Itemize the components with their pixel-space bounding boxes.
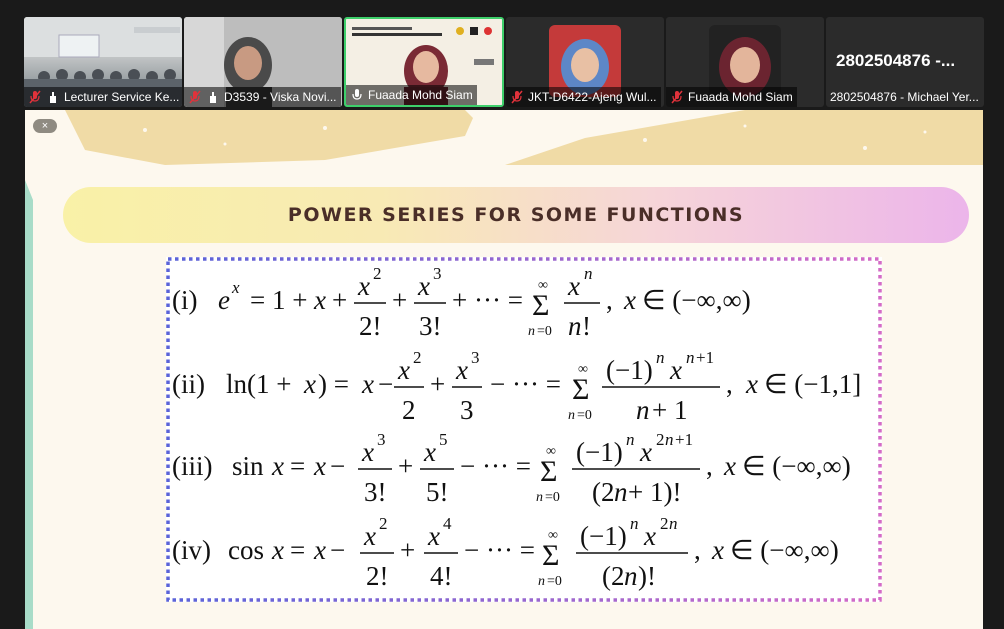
participant-name-bar (826, 87, 983, 107)
svg-text:n: n (686, 348, 695, 367)
svg-text:(ii): (ii) (172, 369, 205, 399)
svg-text:ln(1 +: ln(1 + (226, 369, 292, 399)
svg-text:2: 2 (379, 514, 388, 533)
svg-text:(−1): (−1) (606, 355, 653, 385)
svg-text:(iv): (iv) (172, 535, 211, 565)
svg-text:n: n (656, 348, 665, 367)
svg-text:x: x (640, 437, 652, 467)
svg-text:x: x (624, 285, 636, 315)
svg-text:Σ: Σ (532, 289, 550, 322)
svg-text:+: + (400, 535, 416, 565)
participant-name: D3539 - Viska Novi... (224, 90, 337, 104)
svg-text:=: = (290, 451, 306, 481)
svg-text:x: x (358, 271, 370, 301)
participant-tile[interactable] (184, 17, 342, 107)
svg-text:∞: ∞ (538, 278, 548, 293)
participant-name-bar (666, 87, 797, 107)
svg-text:n: n (626, 430, 635, 449)
svg-text:) =: ) = (318, 369, 349, 399)
hand-icon (206, 90, 220, 104)
svg-text:x: x (304, 369, 316, 399)
svg-text:)!: )! (638, 561, 656, 591)
svg-text:x: x (644, 521, 656, 551)
svg-text:cos: cos (228, 535, 264, 565)
svg-text:+ ··· =: + ··· = (452, 285, 523, 315)
svg-text:(−1): (−1) (580, 521, 627, 551)
svg-text:2: 2 (373, 264, 382, 283)
svg-text:x: x (314, 285, 326, 315)
svg-text:+: + (332, 285, 348, 315)
svg-text:5!: 5! (426, 477, 449, 507)
svg-text:2!: 2! (359, 311, 382, 341)
svg-text:x: x (456, 355, 468, 385)
participant-name: Lecturer Service Ke... (64, 90, 180, 104)
svg-text:n: n (528, 324, 535, 339)
participant-name: Fuaada Mohd Siam (688, 90, 793, 104)
svg-text:x: x (568, 271, 580, 301)
svg-text:− ··· =: − ··· = (464, 535, 535, 565)
svg-text:Σ: Σ (572, 373, 590, 406)
participant-tile-active[interactable] (344, 17, 504, 107)
formula-iv (172, 514, 839, 591)
shared-screen (25, 110, 983, 629)
svg-text:Σ: Σ (540, 455, 558, 488)
svg-text:∞: ∞ (578, 362, 588, 377)
participant-name-bar (506, 87, 661, 107)
svg-text:n: n (538, 574, 545, 589)
svg-text:5: 5 (439, 430, 448, 449)
svg-text:+: + (430, 369, 446, 399)
svg-text:n: n (636, 395, 650, 425)
svg-text:,: , (606, 285, 613, 315)
svg-text:n: n (624, 561, 638, 591)
participant-tile[interactable] (506, 17, 664, 107)
svg-text:+1: +1 (675, 430, 694, 449)
svg-text:+: + (392, 285, 408, 315)
svg-text:x: x (314, 535, 326, 565)
svg-text:− ··· =: − ··· = (460, 451, 531, 481)
svg-text:4: 4 (443, 514, 452, 533)
close-share-button[interactable]: × (33, 119, 57, 133)
participant-name-bar (24, 87, 182, 107)
svg-text:=0: =0 (577, 408, 592, 423)
mic-icon (350, 88, 364, 102)
mic-muted-icon (188, 90, 202, 104)
participant-display-name: 2802504876 -... (836, 51, 956, 70)
svg-text:n: n (568, 311, 582, 341)
svg-text:n: n (584, 264, 593, 283)
slide-title: POWER SERIES FOR SOME FUNCTIONS (287, 204, 745, 226)
svg-text:3: 3 (460, 395, 474, 425)
hand-icon (46, 90, 60, 104)
participant-name: JKT-D6422-Ajeng Wul... (528, 90, 657, 104)
formula-set (166, 257, 882, 602)
mic-muted-icon (510, 90, 524, 104)
svg-text:n: n (568, 408, 575, 423)
svg-text:x: x (746, 369, 758, 399)
formula-i (172, 264, 751, 341)
formula-panel (166, 257, 882, 602)
svg-text:x: x (272, 535, 284, 565)
svg-text:∞: ∞ (546, 444, 556, 459)
participant-name: Fuaada Mohd Siam (368, 88, 473, 102)
svg-text:e: e (218, 285, 230, 315)
svg-text:∞: ∞ (548, 528, 558, 543)
svg-text:2: 2 (656, 430, 665, 449)
mic-muted-icon (28, 90, 42, 104)
slide-title-banner (63, 187, 969, 243)
svg-text:∈ (−1,1]: ∈ (−1,1] (764, 369, 862, 399)
participant-tile[interactable] (24, 17, 182, 107)
svg-text:∈ (−∞,∞): ∈ (−∞,∞) (742, 451, 851, 481)
svg-text:x: x (724, 451, 736, 481)
svg-text:x: x (364, 521, 376, 551)
svg-text:2: 2 (413, 348, 422, 367)
svg-text:,: , (706, 451, 713, 481)
svg-text:=0: =0 (545, 490, 560, 505)
svg-text:x: x (428, 521, 440, 551)
svg-text:=0: =0 (537, 324, 552, 339)
svg-text:,: , (694, 535, 701, 565)
svg-text:+1: +1 (696, 348, 715, 367)
svg-text:x: x (362, 369, 374, 399)
svg-text:x: x (670, 355, 682, 385)
svg-text:(2: (2 (592, 477, 615, 507)
svg-text:x: x (418, 271, 430, 301)
svg-text:−: − (330, 451, 346, 481)
svg-text:Σ: Σ (542, 539, 560, 572)
svg-text:− ··· =: − ··· = (490, 369, 561, 399)
participant-name: 2802504876 - Michael Yer... (830, 90, 979, 104)
svg-text:(−1): (−1) (576, 437, 623, 467)
svg-text:x: x (712, 535, 724, 565)
svg-text:(i): (i) (172, 285, 198, 315)
svg-text:−: − (378, 369, 394, 399)
svg-text:3!: 3! (364, 477, 387, 507)
svg-text:sin: sin (232, 451, 264, 481)
formula-ii (172, 348, 861, 425)
svg-text:+: + (398, 451, 414, 481)
svg-text:,: , (726, 369, 733, 399)
mic-muted-icon (670, 90, 684, 104)
svg-text:x: x (398, 355, 410, 385)
svg-text:+ 1: + 1 (652, 395, 688, 425)
svg-text:x: x (424, 437, 436, 467)
svg-text:2: 2 (402, 395, 416, 425)
participant-name-bar (346, 85, 477, 105)
svg-text:−: − (330, 535, 346, 565)
svg-text:n: n (665, 430, 674, 449)
participant-strip (0, 0, 1004, 112)
svg-text:=0: =0 (547, 574, 562, 589)
svg-text:2!: 2! (366, 561, 389, 591)
svg-text:3!: 3! (419, 311, 442, 341)
svg-text:4!: 4! (430, 561, 453, 591)
svg-text:x: x (314, 451, 326, 481)
svg-text:(2: (2 (602, 561, 625, 591)
participant-tile[interactable] (826, 17, 984, 107)
svg-text:x: x (362, 437, 374, 467)
formula-iii (172, 430, 851, 507)
svg-text:+ 1)!: + 1)! (628, 477, 682, 507)
svg-text:3: 3 (433, 264, 442, 283)
svg-text:(iii): (iii) (172, 451, 213, 481)
svg-text:=: = (290, 535, 306, 565)
svg-text:∈ (−∞,∞): ∈ (−∞,∞) (730, 535, 839, 565)
participant-name-bar (184, 87, 341, 107)
svg-text:n: n (536, 490, 543, 505)
svg-text:n: n (614, 477, 628, 507)
svg-text:!: ! (582, 311, 591, 341)
svg-text:= 1 +: = 1 + (250, 285, 308, 315)
svg-text:n: n (630, 514, 639, 533)
svg-text:3: 3 (471, 348, 480, 367)
svg-text:∈ (−∞,∞): ∈ (−∞,∞) (642, 285, 751, 315)
svg-text:2: 2 (660, 514, 669, 533)
svg-text:n: n (669, 514, 678, 533)
svg-text:x: x (232, 278, 240, 297)
svg-text:3: 3 (377, 430, 386, 449)
participant-tile[interactable] (666, 17, 824, 107)
svg-text:x: x (272, 451, 284, 481)
